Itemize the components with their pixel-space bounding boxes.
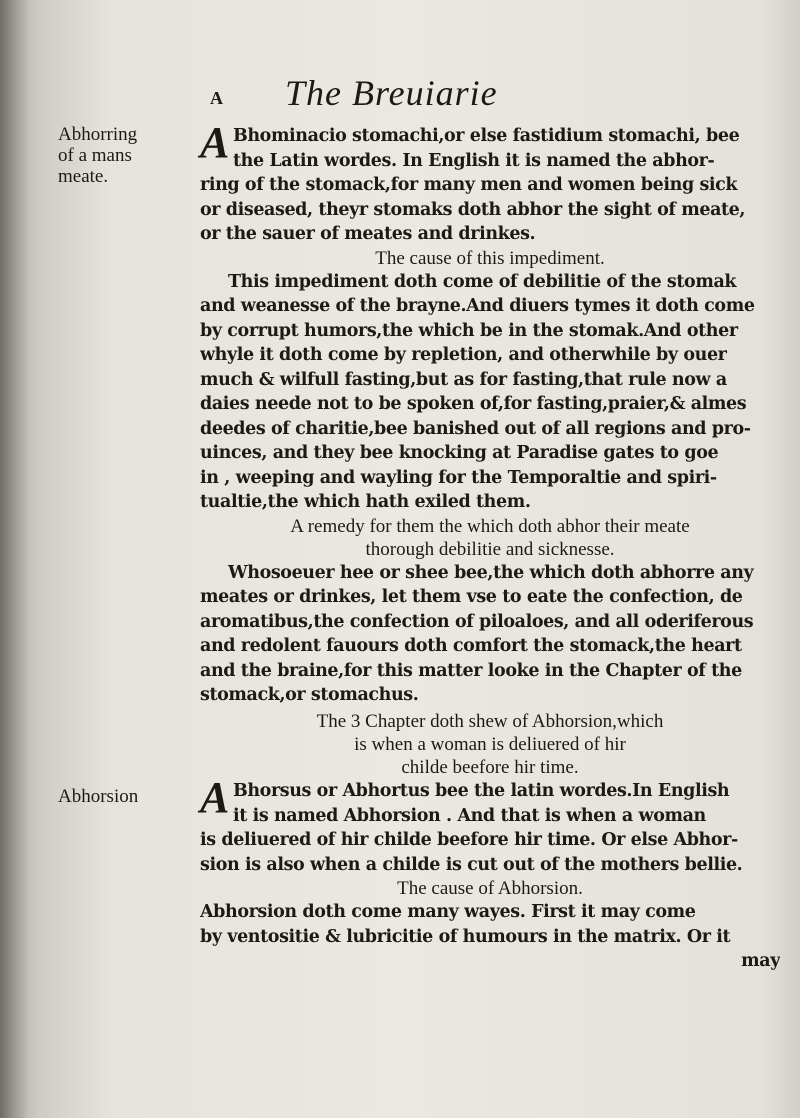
cause-paragraph: Abhorsion doth come many wayes. First it may come by ventositie & lubricitie of humours in the matrix. Or it may [200,900,780,974]
margin-note-abhorsion: Abhorsion [58,786,139,807]
cause-heading: The cause of this impediment. [375,247,605,269]
section-abhorsion [200,710,780,974]
cause-paragraph: This impediment doth come of debilitie of the stomak and weanesse of the brayne.And diuers tymes it doth come by corrupt humors,the which be in the stomak.And other whyle it doth come by repletion, and otherwhile by ouer much & wilfull fasting,but as for fasting,that rule now a daies neede not to be spoken of,for fasting,praier,& almes deedes of charitie,bee banished out of all regions and pro- uinces, and they bee knocking at Paradise gates to goe in , weeping and wayling for the Temporaltie and spiri- tualtie,the which hath exiled them. [200,271,755,512]
catchword: may [741,951,780,971]
signature-mark: A [210,88,223,108]
drop-capital: A [200,118,229,167]
cause-heading: The cause of Abhorsion. [397,878,583,899]
margin-note-abhorring: Abhorring of a mans meate. [58,124,138,187]
definition-paragraph: A Bhominacio stomachi,or else fastidium stomachi, bee the Latin wordes. In English it is named the abhor- ring of the stomack,for many men and women being sick or diseased, theyr stomaks doth abhor the sight of meate, or the sauer of meates and drinkes. [200,118,746,244]
remedy-heading: A remedy for them the which doth abhor their meate thorough debilitie and sicknesse. [290,515,690,560]
page-gutter [0,0,28,1118]
running-header [210,73,670,118]
remedy-paragraph: Whosoeuer hee or shee bee,the which doth abhorre any meates or drinkes, let them vse to eate the confection, de aromatibus,the confection of piloaloes, and all oderiferous and redolent fauours doth comfort the stomack,the heart and the braine,for this matter looke in the Chapter of the stomack,or stomachus. [200,562,754,705]
section-abhorring-meate [200,118,780,708]
chapter-heading: The 3 Chapter doth shew of Abhorsion,which is when a woman is deliuered of hir childe beefore hir time. [316,711,664,778]
definition-paragraph: A Bhorsus or Abhortus bee the latin wordes.In English it is named Abhorsion . And that is when a woman is deliuered of hir childe beefore hir time. Or else Abhor- sion is also when a childe is cut out of the mothers bellie. [200,773,743,875]
drop-capital: A [200,773,229,822]
running-title: The Breuiarie [285,73,498,113]
